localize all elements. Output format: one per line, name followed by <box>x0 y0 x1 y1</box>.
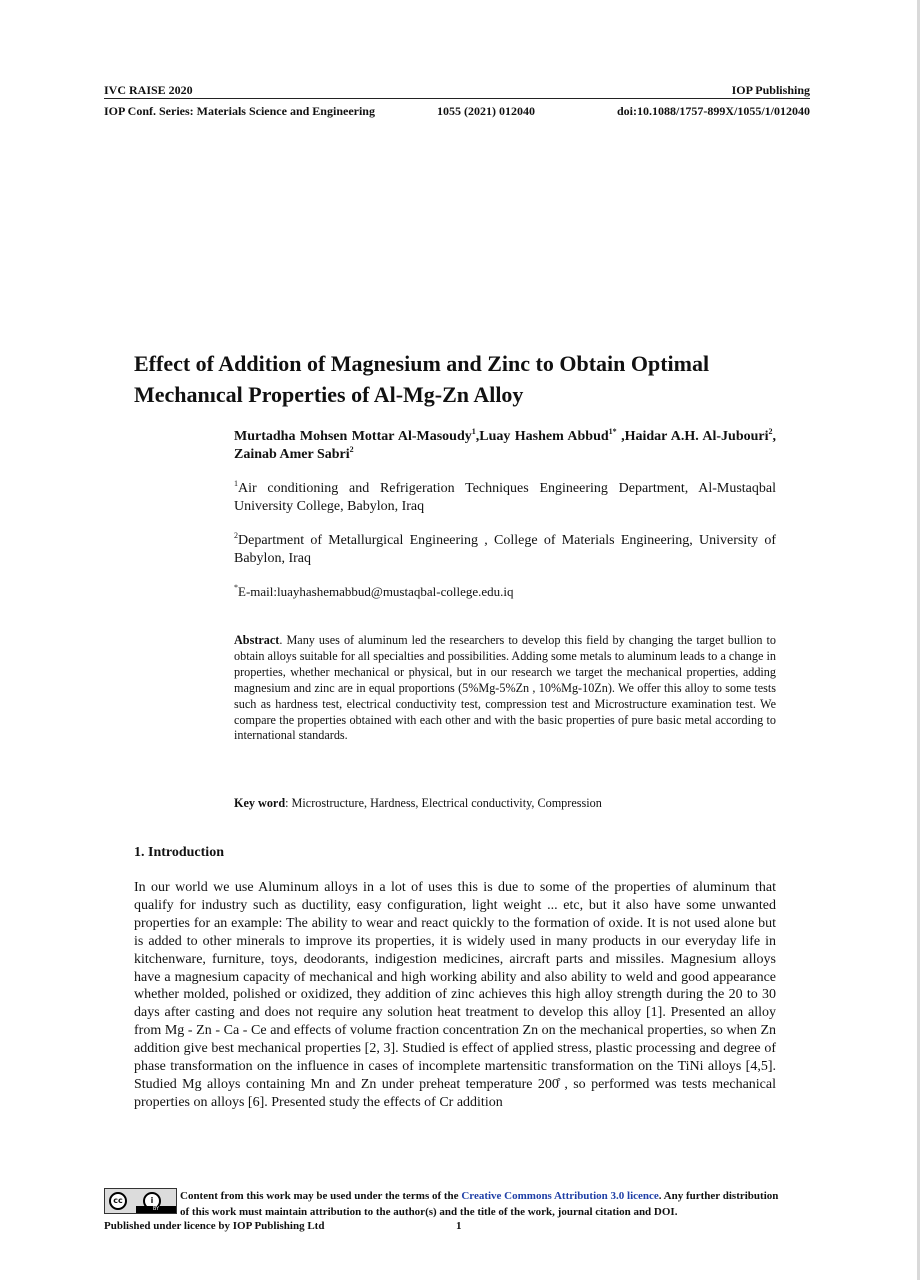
abstract-label: Abstract <box>234 633 280 647</box>
email-mark: * <box>234 583 238 592</box>
cc-icon: cc <box>109 1192 127 1210</box>
email-text: E-mail:luayhashemabbud@mustaqbal-college.edu.iq <box>238 584 514 599</box>
cc-by-label: BY <box>136 1206 176 1213</box>
paper-title <box>134 348 794 410</box>
affiliation-2-text: Department of Metallurgical Engineering , College of Materials Engineering, University of Babylon, Iraq <box>234 533 776 566</box>
doi: doi:10.1088/1757-899X/1055/1/012040 <box>616 104 810 118</box>
cc-license-badge <box>104 1188 177 1214</box>
abstract-text: . Many uses of aluminum led the researchers to develop this field by changing the target bullion to obtain alloys suitable for all specialties and possibilities. Adding some metals to aluminum leads to a change in properties, whether mechanical or physical, but in our research we target the mechanical properties, adding magnesium and zinc are in equal proportions (5%Mg-5%Zn , 10%Mg-10Zn). We offer this alloy to some tests such as hardness test, electrical conductivity test, compression test and Microstructure examination test. We compare the properties obtained with each other and with the basic properties of pure basic metal according to international standards. <box>234 633 776 743</box>
publisher-name: IOP Publishing <box>731 83 810 97</box>
author-2-affil: 1* <box>608 427 617 436</box>
author-4: , Zainab Amer Sabri <box>234 429 776 462</box>
author-1: Murtadha Mohsen Mottar Al-Masoudy <box>234 429 472 444</box>
keywords <box>234 796 602 811</box>
author-3: ,Haidar A.H. Al-Jubouri <box>616 429 769 444</box>
introduction-paragraph: In our world we use Aluminum alloys in a lot of uses this is due to some of the properties of aluminum that qualify for industry such as ductility, easy configuration, light weight ... etc, but it also have some unwanted properties for an example: The ability to wear and react quickly to the formation of oxide. It is not used alone but is added to other minerals to improve its properties, it is widely used in many products in our everyday life in kitchenware, furniture, toys, deodorants, indigestion medicines, aircraft parts and missiles. Magnesium alloys have a magnesium capacity of mechanical and high working ability and also ability to weld and good appearance whether molded, polished or oxidized, they addition of zinc achieves this high alloy strength during the 20 to 30 days after casting and does not require any solution heat treatment to develop this alloy [1]. Presented an alloy from Mg - Zn - Ca - Ce and effects of volume fraction concentration Zn on the mechanical properties, so when Zn addition give best mechanical properties [2, 3]. Studied is effect of applied stress, plastic processing and degree of phase transformation on the influence in cases of incomplete martensitic transformation on the TiNi alloys [4,5]. Studied Mg alloys containing Mn and Zn under preheat temperature 200̊ , so performed was tests mechanical properties on alloys [6]. Presented study the effects of Cr addition <box>134 880 776 1110</box>
affiliation-1 <box>234 480 776 516</box>
author-3-affil: 2 <box>768 427 773 436</box>
page-number: 1 <box>456 1220 462 1232</box>
affiliation-2-mark: 2 <box>234 531 238 540</box>
license-text-start: Content from this work may be used under the terms of the <box>180 1190 462 1202</box>
conference-name: IVC RAISE 2020 <box>104 83 193 97</box>
author-2: ,Luay Hashem Abbud <box>475 429 609 444</box>
volume-info: 1055 (2021) 012040 <box>437 104 535 118</box>
license-statement <box>180 1188 778 1220</box>
keywords-label: Key word <box>234 796 286 810</box>
license-text-line-2: of this work must maintain attribution to the author(s) and the title of the work, journal citation and DOI. <box>180 1206 678 1218</box>
affiliation-2 <box>234 532 776 568</box>
header-rule <box>104 98 810 99</box>
section-heading-introduction: 1. Introduction <box>134 845 224 860</box>
affiliation-1-text: Air conditioning and Refrigeration Techniques Engineering Department, Al-Mustaqbal University College, Babylon, Iraq <box>234 481 776 514</box>
author-4-affil: 2 <box>349 445 354 454</box>
license-link[interactable]: Creative Commons Attribution 3.0 licence <box>461 1190 659 1202</box>
contact-email <box>234 584 514 600</box>
abstract <box>234 633 776 744</box>
published-under: Published under licence by IOP Publishing Ltd <box>104 1220 325 1232</box>
affiliation-1-mark: 1 <box>234 479 238 488</box>
license-text-end: . Any further distribution <box>658 1190 779 1202</box>
author-1-affil: 1 <box>471 427 476 436</box>
attribution-icon: i <box>143 1192 161 1210</box>
title-line-2: Mechanıcal Properties of Al-Mg-Zn Alloy <box>134 382 524 407</box>
keywords-text: : Microstructure, Hardness, Electrical conductivity, Compression <box>285 796 602 810</box>
author-list <box>234 428 776 464</box>
title-line-1: Effect of Addition of Magnesium and Zinc to Obtain Optimal <box>134 351 710 376</box>
series-name: IOP Conf. Series: Materials Science and Engineering <box>104 104 375 118</box>
